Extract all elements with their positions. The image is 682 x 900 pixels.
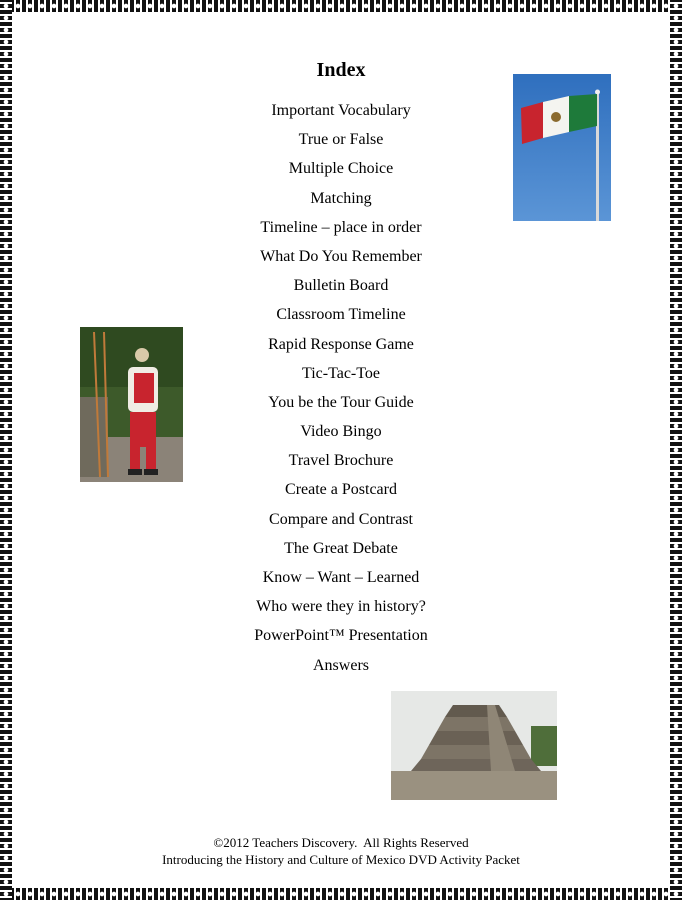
decorative-border-right bbox=[670, 0, 682, 900]
index-item: Travel Brochure bbox=[288, 452, 394, 470]
index-item: The Great Debate bbox=[284, 539, 398, 557]
index-item: Who were they in history? bbox=[256, 598, 426, 616]
mexican-flag-photo bbox=[513, 74, 611, 221]
footer-packet-title: Introducing the History and Culture of Mexico DVD Activity Packet bbox=[162, 852, 520, 867]
index-item: Create a Postcard bbox=[285, 481, 397, 499]
decorative-border-top bbox=[0, 0, 682, 12]
index-item: Multiple Choice bbox=[288, 160, 394, 178]
index-item: What Do You Remember bbox=[260, 247, 422, 265]
index-item: Tic-Tac-Toe bbox=[301, 364, 381, 382]
footer bbox=[0, 834, 682, 868]
index-item: Video Bingo bbox=[300, 423, 382, 441]
index-item: Classroom Timeline bbox=[276, 306, 406, 324]
index-item: Compare and Contrast bbox=[269, 510, 413, 528]
index-item: Rapid Response Game bbox=[268, 335, 414, 353]
index-item: Bulletin Board bbox=[293, 277, 389, 295]
index-item: True or False bbox=[298, 131, 384, 149]
index-item: Answers bbox=[313, 656, 369, 674]
footer-copyright: ©2012 Teachers Discovery. All Rights Reserved bbox=[213, 835, 469, 850]
decorative-border-bottom bbox=[0, 888, 682, 900]
dancer-photo bbox=[80, 327, 183, 482]
pyramid-photo bbox=[391, 691, 557, 800]
index-list bbox=[170, 96, 512, 680]
index-item: Know – Want – Learned bbox=[262, 569, 420, 586]
index-item: Matching bbox=[310, 189, 372, 207]
index-item: Important Vocabulary bbox=[271, 102, 411, 119]
decorative-border-left bbox=[0, 0, 12, 900]
index-item: You be the Tour Guide bbox=[268, 393, 414, 411]
index-item: PowerPoint™ Presentation bbox=[254, 627, 428, 645]
index-item: Timeline – place in order bbox=[260, 218, 422, 236]
page-title: Index bbox=[316, 59, 366, 81]
